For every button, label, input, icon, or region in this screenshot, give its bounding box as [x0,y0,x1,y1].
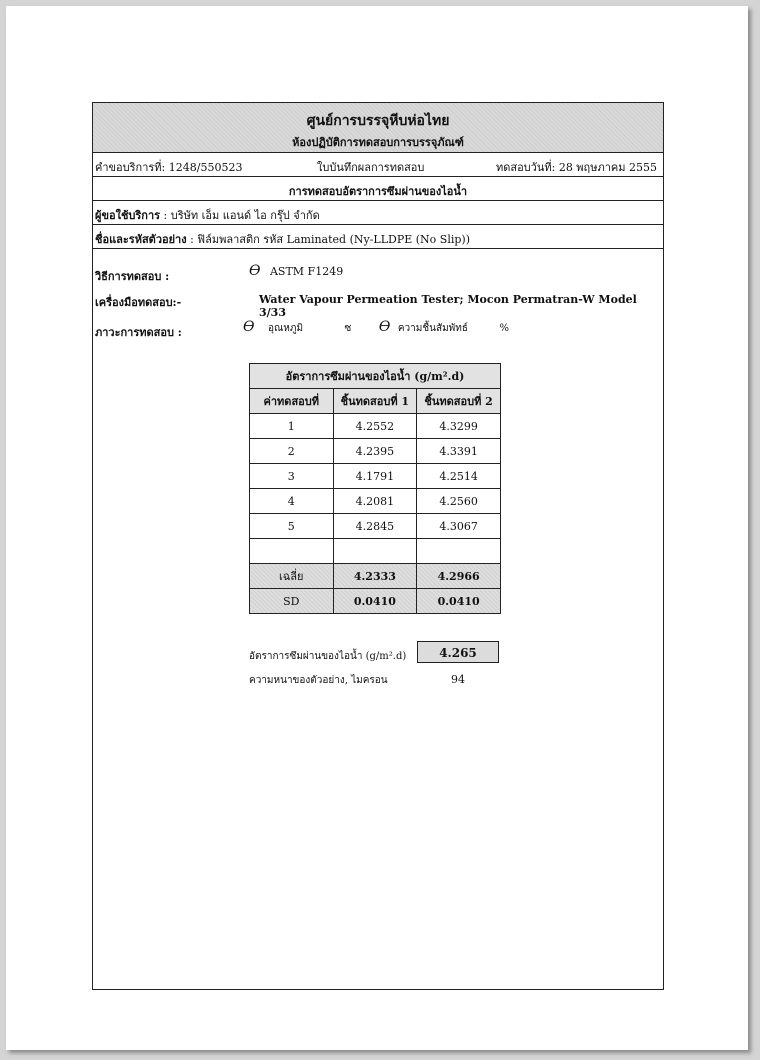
empty-cell [250,539,334,564]
average-sample2: 4.2966 [417,564,501,589]
org-name: ศูนย์การบรรจุหีบห่อไทย [306,113,450,129]
sd-sample1: 0.0410 [333,589,417,614]
report-header [93,103,663,153]
sample1-value: 4.1791 [333,464,417,489]
method-symbol: Ө [249,263,261,279]
condition-label: ภาวะการทดสอบ : [95,326,182,339]
customer-label: ผู้ขอใช้บริการ [95,209,161,222]
request-number: คำขอบริการที่: 1248/550523 [95,161,243,174]
method-label: วิธีการทดสอบ : [95,270,170,283]
test-name-row [93,177,663,201]
table-row [250,514,501,539]
row-number: 3 [250,464,334,489]
test-date: ทดสอบวันที่: 28 พฤษภาคม 2555 [495,161,657,174]
temperature-label: อุณหภูมิ [267,323,304,334]
table-row [250,414,501,439]
empty-cell [333,539,417,564]
row-number: 2 [250,439,334,464]
results-title: อัตราการซึมผ่านของไอน้ำ (g/m².d) [250,364,501,389]
instrument-label: เครื่องมือทดสอบ:- [95,296,182,309]
sample2-value: 4.2560 [417,489,501,514]
sample1-value: 4.2552 [333,414,417,439]
table-row [250,489,501,514]
sample2-value: 4.3067 [417,514,501,539]
condition-symbol-temp: Ө [243,319,255,335]
sd-label: SD [250,589,334,614]
report-frame [92,102,664,990]
instrument-value: Water Vapour Permeation Tester; Mocon Permatran-W Model 3/33 [259,293,637,319]
test-name: การทดสอบอัตราการซึมผ่านของไอน้ำ [288,185,468,198]
document-page [6,6,748,1050]
condition-symbol-humidity: Ө [378,319,391,335]
col-sample2-header: ชิ้นทดสอบที่ 2 [417,389,501,414]
empty-row [250,539,501,564]
thickness-label: ความหนาของตัวอย่าง, ไมครอน [249,675,388,686]
humidity-label: ความชื้นสัมพัทธ์ [397,323,468,334]
sample2-value: 4.2514 [417,464,501,489]
sample1-value: 4.2081 [333,489,417,514]
average-label: เฉลี่ย [250,564,334,589]
row-number: 4 [250,489,334,514]
temperature-unit: ซ [344,323,352,334]
sd-row [250,589,501,614]
lab-name: ห้องปฏิบัติการทดสอบการบรรจุภัณฑ์ [292,136,464,149]
average-sample1: 4.2333 [333,564,417,589]
results-table [249,363,501,614]
final-rate-value: 4.265 [417,641,499,663]
humidity-unit: % [499,323,509,334]
sample-label: ชื่อและรหัสตัวอย่าง [95,233,187,246]
row-number: 5 [250,514,334,539]
row-number: 1 [250,414,334,439]
report-title: ใบบันทึกผลการทดสอบ [317,161,425,174]
customer-row [93,201,663,225]
sample-value: : ฟิล์มพลาสติก รหัส Laminated (Ny-LLDPE (No Slip)) [190,233,471,246]
col-test-header: ค่าทดสอบที่ [250,389,334,414]
empty-cell [417,539,501,564]
sd-sample2: 0.0410 [417,589,501,614]
sample1-value: 4.2395 [333,439,417,464]
method-value: ASTM F1249 [269,265,344,278]
table-row [250,464,501,489]
customer-value: : บริษัท เอ็ม แอนด์ ไอ กรุ๊ป จำกัด [163,209,320,222]
average-row [250,564,501,589]
col-sample1-header: ชิ้นทดสอบที่ 1 [333,389,417,414]
sample-row [93,225,663,249]
sample2-value: 4.3391 [417,439,501,464]
info-row [93,153,663,177]
sample2-value: 4.3299 [417,414,501,439]
final-rate-label: อัตราการซึมผ่านของไอน้ำ (g/m².d) [249,651,407,662]
thickness-value: 94 [451,673,465,686]
table-row [250,439,501,464]
sample1-value: 4.2845 [333,514,417,539]
